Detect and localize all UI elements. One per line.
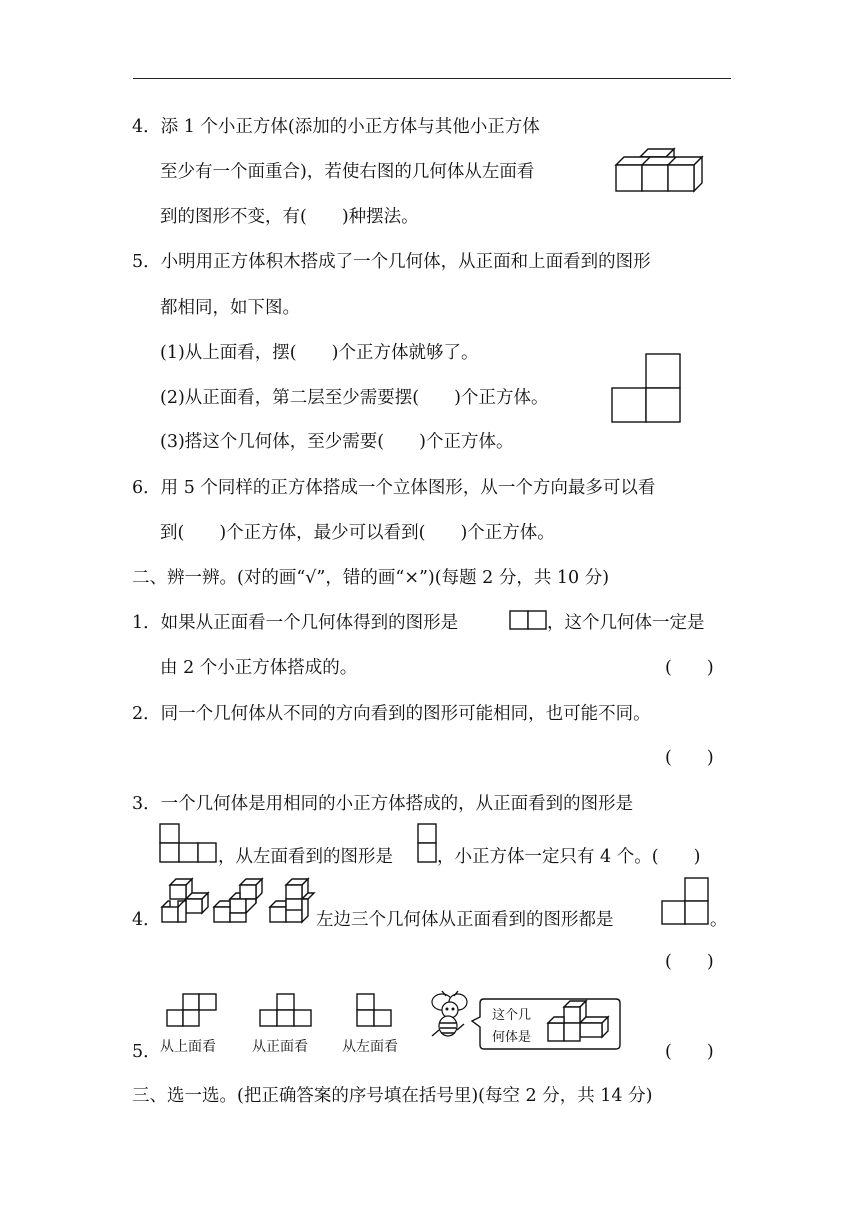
judge4-text: 左边三个几何体从正面看到的图形都是	[316, 910, 614, 930]
judge5-front-view	[259, 993, 313, 1029]
judge4-answer-blank[interactable]: ( )	[665, 952, 714, 972]
judge5-answer-blank[interactable]: ( )	[665, 1042, 714, 1062]
judge4-solid-figure-1	[160, 877, 210, 925]
q4-line3: 到的图形不变，有( )种摆法。	[160, 207, 419, 227]
header-rule	[133, 78, 731, 79]
judge2-text: 2．同一个几何体从不同的方向看到的图形可能相同，也可能不同。	[132, 704, 651, 724]
judge4-solid-figure-3	[268, 877, 316, 925]
judge1-line2: 由 2 个小正方体搭成的。	[160, 658, 358, 678]
judge1-answer-blank[interactable]: ( )	[665, 658, 714, 678]
judge4-end: 。	[710, 910, 728, 930]
judge5-caption-top: 从上面看	[160, 1039, 216, 1055]
judge5-top-view	[166, 993, 218, 1029]
bubble-text-line1: 这个几	[492, 1008, 532, 1023]
bubble-text-line2: 何体是	[492, 1030, 532, 1045]
judge3-text-b: ，小正方体一定只有 4 个。( )	[437, 847, 701, 867]
section2-heading: 二、辨一辨。(对的画“√”，错的画“×”)(每题 2 分，共 10 分)	[132, 568, 610, 588]
q5-sub2: (2)从正面看，第二层至少需要摆( )个正方体。	[160, 388, 549, 408]
judge4-front-view-icon	[660, 877, 710, 925]
judge3-line1: 3．一个几何体是用相同的小正方体搭成的，从正面看到的图形是	[132, 794, 634, 814]
judge4-solid-figure-2	[212, 877, 264, 925]
q4-line1: 4．添 1 个小正方体(添加的小正方体与其他小正方体	[132, 117, 540, 137]
section3-heading: 三、选一选。(把正确答案的序号填在括号里)(每空 2 分，共 14 分)	[132, 1086, 653, 1106]
judge3-left-view-icon	[417, 823, 437, 863]
q5-sub1: (1)从上面看，摆( )个正方体就够了。	[160, 343, 479, 363]
judge5-caption-left: 从左面看	[342, 1039, 398, 1055]
q6-line1: 6．用 5 个同样的正方体搭成一个立体图形，从一个方向最多可以看	[132, 478, 656, 498]
judge5-left-view	[356, 993, 394, 1029]
judge5-caption-front: 从正面看	[252, 1039, 308, 1055]
judge1-text-b: ，这个几何体一定是	[547, 613, 705, 633]
judge3-front-view-icon	[159, 823, 217, 863]
q4-cube-figure	[612, 145, 708, 195]
q5-line2: 都相同，如下图。	[160, 298, 300, 318]
judge5-number: 5．	[132, 1042, 161, 1062]
bee-mascot-icon	[424, 990, 476, 1040]
judge1-two-square-icon	[509, 610, 547, 630]
judge1-text-a: 1．如果从正面看一个几何体得到的图形是	[132, 613, 459, 633]
q5-view-figure	[610, 352, 686, 424]
q6-line2: 到( )个正方体，最少可以看到( )个正方体。	[160, 523, 555, 543]
q5-line1: 5．小明用正方体积木搭成了一个几何体，从正面和上面看到的图形	[132, 252, 651, 272]
judge3-text-a: ，从左面看到的图形是	[218, 847, 393, 867]
q4-line2: 至少有一个面重合)，若使右图的几何体从左面看	[160, 162, 535, 182]
judge2-answer-blank[interactable]: ( )	[665, 748, 714, 768]
q5-sub3: (3)搭这个几何体，至少需要( )个正方体。	[160, 432, 514, 452]
judge4-number: 4．	[132, 910, 161, 930]
